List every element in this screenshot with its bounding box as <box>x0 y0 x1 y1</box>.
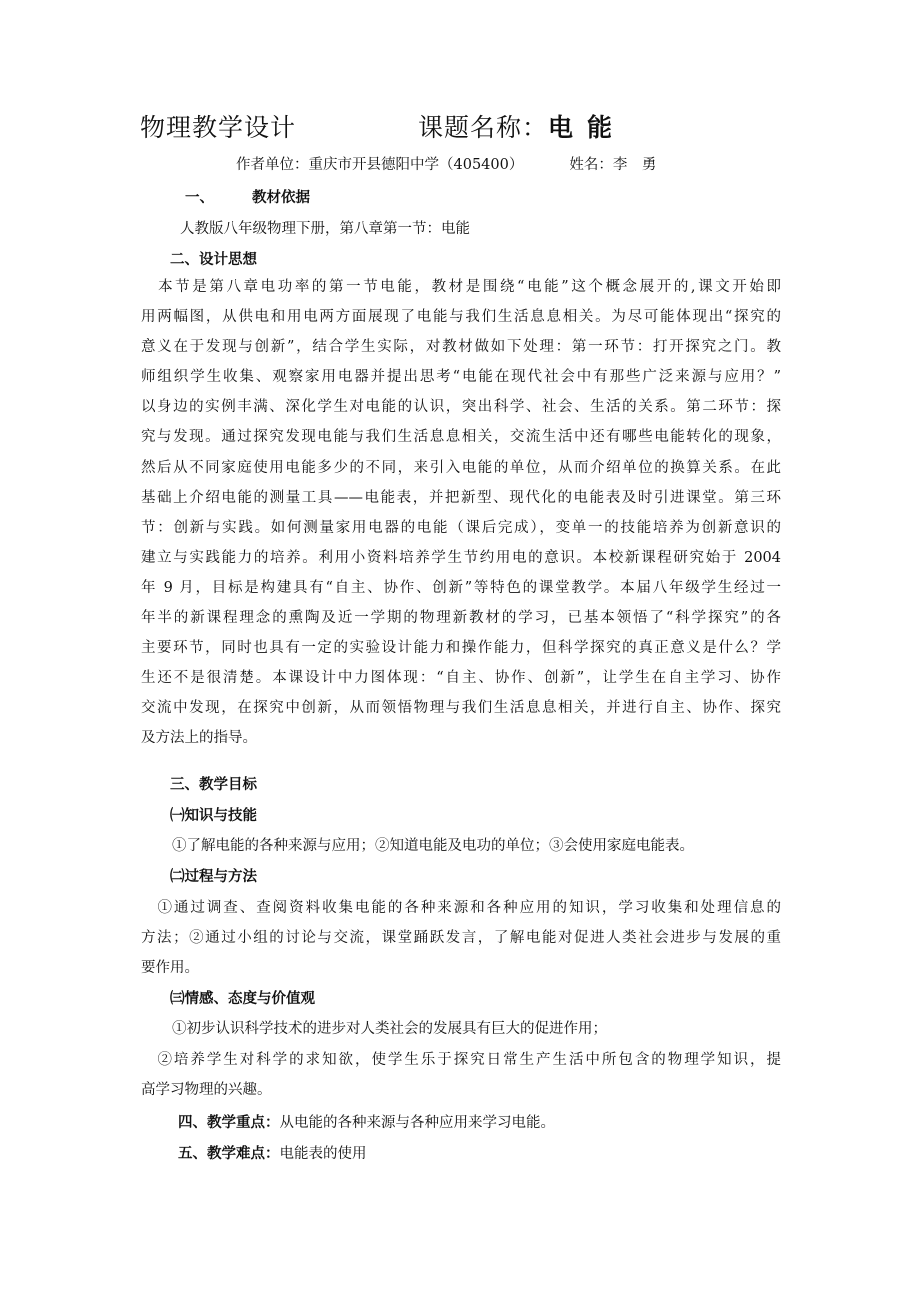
subsection-knowledge-heading: ㈠知识与技能 <box>170 808 257 824</box>
section-1-title: 教材依据 <box>252 190 310 206</box>
section-5-heading: 五、教学难点： <box>178 1146 280 1162</box>
section-4 <box>178 1111 555 1132</box>
subsection-knowledge-text: ①了解电能的各种来源与应用；②知道电能及电功的单位；③会使用家庭电能表。 <box>172 838 694 854</box>
author-name: 姓名：李 勇 <box>569 157 657 173</box>
section-3-heading: 三、教学目标 <box>170 777 257 793</box>
author-unit: 作者单位：重庆市开县德阳中学（405400） <box>236 157 524 173</box>
section-5 <box>178 1142 367 1163</box>
section-2-line: 本节是第八章电功率的第一节电能，教材是围绕“电能”这个概念展开的,课文开始即 <box>141 279 781 295</box>
section-2-heading: 二、设计思想 <box>170 252 257 268</box>
document-title: 物理教学设计 <box>140 113 297 142</box>
section-1-heading <box>185 186 310 207</box>
section-2-line: 师组织学生收集、观察家用电器并提出思考“电能在现代社会中有那些广泛来源与应用？” <box>141 369 781 386</box>
lesson-title-label: 课题名称： <box>418 113 549 142</box>
section-2-line: 节：创新与实践。如何测量家用电器的电能（课后完成），变单一的技能培养为创新意识的 <box>141 519 781 536</box>
title-row <box>140 108 800 148</box>
section-2-line: 主要环节，同时也具有一定的实验设计能力和操作能力，但科学探究的真正意义是什么？学 <box>141 640 781 657</box>
subsection-process-heading: ㈡过程与方法 <box>170 869 257 885</box>
section-2-line: 以身边的实例丰满、深化学生对电能的认识，突出科学、社会、生活的关系。第二环节：探 <box>141 399 781 416</box>
author-line <box>236 153 656 174</box>
section-2-line: 年半的新课程理念的熏陶及近一学期的物理新教材的学习，已基本领悟了“科学探究”的各 <box>141 610 781 627</box>
section-2-line: 交流中发现，在探究中创新，从而领悟物理与我们生活息息相关，并进行自主、协作、探究 <box>141 700 781 717</box>
subsection-attitude-heading: ㈢情感、态度与价值观 <box>170 991 315 1007</box>
section-2-line: 究与发现。通过探究发现电能与我们生活息息相关，交流生活中还有哪些电能转化的现象， <box>141 429 781 446</box>
subsection-attitude-line: 高学习物理的兴趣。 <box>141 1082 272 1099</box>
section-2-line: 然后从不同家庭使用电能多少的不同，来引入电能的单位，从而介绍单位的换算关系。在此 <box>141 459 781 476</box>
section-1-number: 一、 <box>185 190 214 206</box>
section-2-line: 生还不是很清楚。本课设计中力图体现：“自主、协作、创新”，让学生在自主学习、协作 <box>141 670 781 687</box>
section-5-text: 电能表的使用 <box>279 1146 367 1162</box>
section-4-text: 从电能的各种来源与各种应用来学习电能。 <box>279 1115 555 1131</box>
section-2-line: 用两幅图，从供电和用电两方面展现了电能与我们生活息息相关。为尽可能体现出“探究的 <box>141 309 781 326</box>
section-2-line: 年 9 月，目标是构建具有“自主、协作、创新”等特色的课堂教学。本届八年级学生经过一 <box>141 579 781 596</box>
subsection-attitude-text-1: ①初步认识科学技术的进步对人类社会的发展具有巨大的促进作用； <box>172 1021 607 1037</box>
section-2-body <box>141 272 781 754</box>
subsection-attitude-body <box>141 1045 781 1105</box>
section-2-line: 意义在于发现与创新”，结合学生实际，对教材做如下处理：第一环节：打开探究之门。教 <box>141 339 781 356</box>
section-4-heading: 四、教学重点： <box>178 1115 280 1131</box>
lesson-topic: 电能 <box>548 113 627 142</box>
section-2-line: 及方法上的指导。 <box>141 730 257 747</box>
subsection-process-body <box>141 893 781 983</box>
subsection-process-line: 方法；②通过小组的讨论与交流，课堂踊跃发言，了解电能对促进人类社会进步与发展的重 <box>141 930 781 947</box>
subsection-process-line: ①通过调查、查阅资料收集电能的各种来源和各种应用的知识，学习收集和处理信息的 <box>141 900 781 916</box>
lesson-title <box>418 108 626 144</box>
section-2-line: 基础上介绍电能的测量工具——电能表，并把新型、现代化的电能表及时引进课堂。第三环 <box>141 489 781 506</box>
subsection-attitude-line: ②培养学生对科学的求知欲，使学生乐于探究日常生产生活中所包含的物理学知识，提 <box>141 1052 781 1068</box>
section-2-line: 建立与实践能力的培养。利用小资料培养学生节约用电的意识。本校新课程研究始于 2004 <box>141 549 781 566</box>
section-1-text: 人教版八年级物理下册，第八章第一节：电能 <box>180 221 470 237</box>
subsection-process-line: 要作用。 <box>141 960 199 977</box>
